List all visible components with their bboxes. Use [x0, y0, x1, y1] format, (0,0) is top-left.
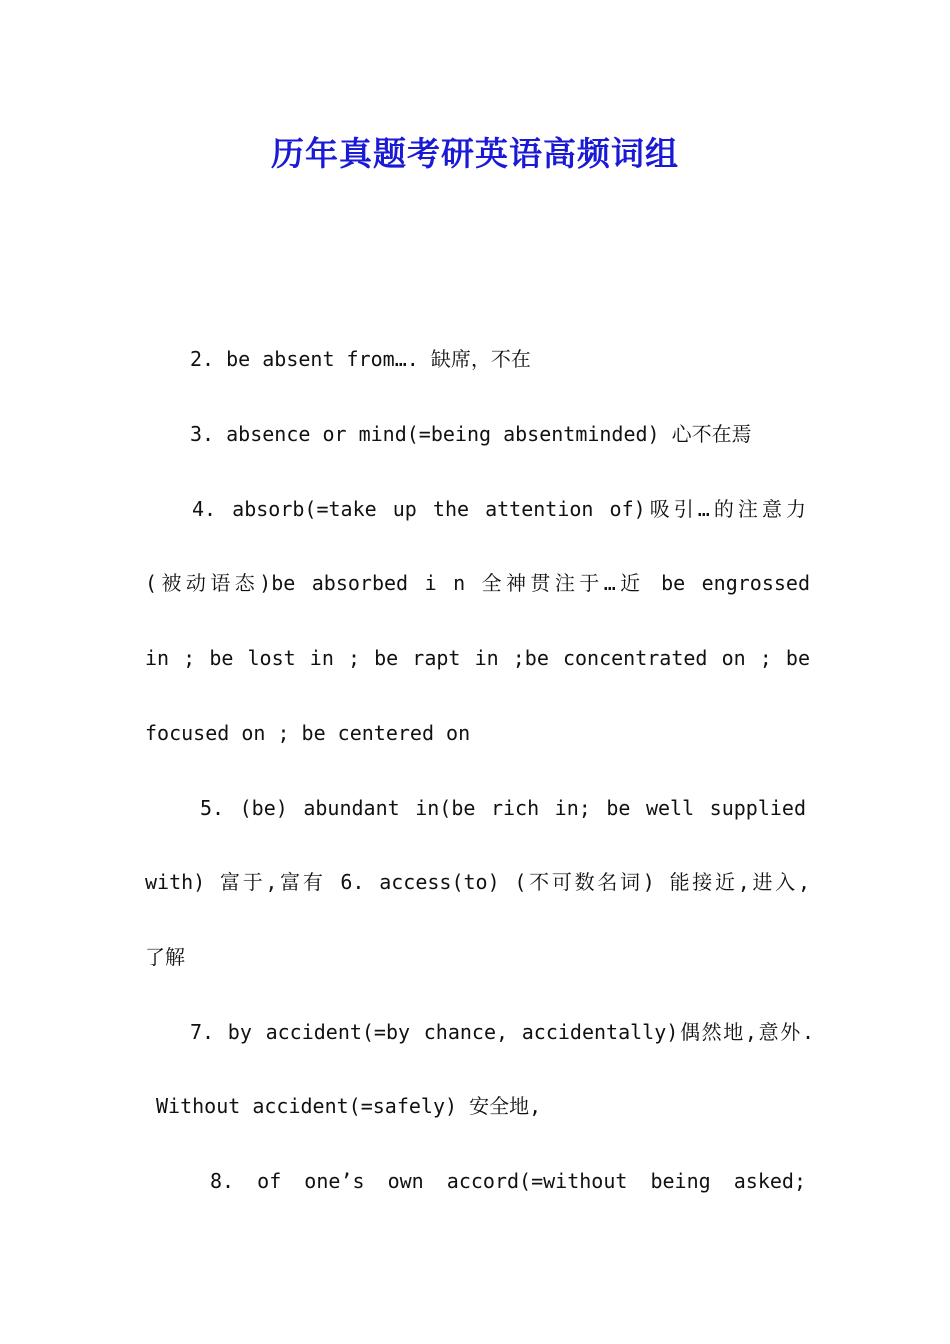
text-line-10: 7. by accident(=by chance, accidentally)偶然地,意外.: [190, 1020, 814, 1044]
text-line-9: 了解: [145, 945, 185, 969]
text-line-5: in ; be lost in ; be rapt in ;be concentrated on ; be: [145, 646, 810, 670]
text-line-6: focused on ; be centered on: [145, 721, 471, 745]
text-line-8: with) 富于,富有 6. access(to) (不可数名词) 能接近,进入,: [145, 870, 810, 894]
text-line-4: (被动语态)be absorbed i n 全神贯注于…近 be engrossed: [145, 571, 810, 595]
text-line-12: 8. of one’s own accord(=without being asked;: [210, 1169, 806, 1193]
text-line-7: 5. (be) abundant in(be rich in; be well supplied: [200, 796, 806, 820]
text-line-1: 2. be absent from…. 缺席，不在: [190, 347, 531, 371]
text-line-11: Without accident(=safely) 安全地,: [156, 1094, 542, 1118]
document-title: 历年真题考研英语高频词组: [271, 134, 679, 173]
text-line-2: 3. absence or mind(=being absentminded) 心不在焉: [190, 422, 752, 446]
text-line-3: 4. absorb(=take up the attention of)吸引…的注意力: [192, 497, 806, 521]
